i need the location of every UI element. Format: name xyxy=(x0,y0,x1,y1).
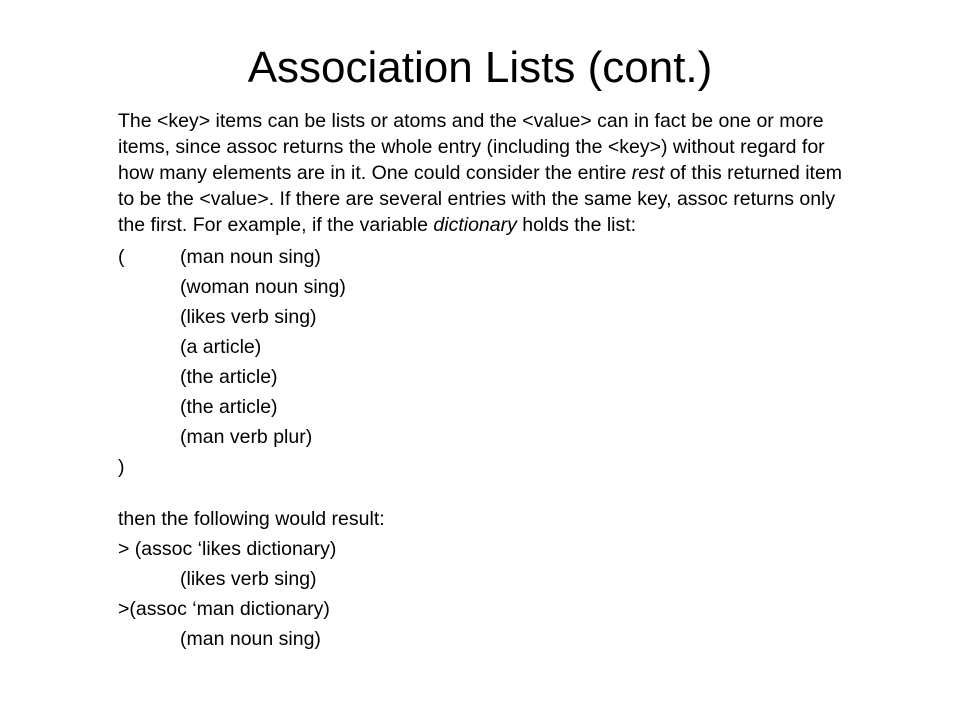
list-item xyxy=(118,392,858,422)
slide-title: Association Lists (cont.) xyxy=(247,43,713,92)
slide-body xyxy=(118,108,858,654)
list-item-text: (the article) xyxy=(180,396,278,418)
list-item-text: (likes verb sing) xyxy=(180,306,317,328)
list-item-text: (man noun sing) xyxy=(180,246,321,268)
example-result: (man noun sing) xyxy=(180,628,321,650)
result-intro: then the following would result: xyxy=(118,508,385,530)
list-item xyxy=(118,242,858,272)
list-open-paren: ( xyxy=(118,246,125,268)
list-item xyxy=(118,332,858,362)
paragraph-text-2: of this returned item to be the <value>. If there are several entries with the same key, assoc returns only the first. For example, if the variable xyxy=(118,162,843,236)
list-item-text: (the article) xyxy=(180,366,278,388)
example-result: (likes verb sing) xyxy=(180,568,317,590)
example-call-line xyxy=(118,534,858,564)
example-call: > (assoc ‘likes dictionary) xyxy=(118,538,337,560)
paragraph-emphasis-rest: rest xyxy=(631,162,665,184)
list-item xyxy=(118,362,858,392)
paragraph-text-1: The <key> items can be lists or atoms and the <value> can in fact be one or more items, since assoc returns the whole entry (including the <key>) without regard for how many elements are in it. One could consider the entire xyxy=(118,110,825,184)
intro-paragraph xyxy=(118,108,858,238)
example-result-line xyxy=(118,624,858,654)
list-item xyxy=(118,302,858,332)
list-item xyxy=(118,272,858,302)
example-call: >(assoc ‘man dictionary) xyxy=(118,598,330,620)
example-call-line xyxy=(118,594,858,624)
list-item-text: (man verb plur) xyxy=(180,426,313,448)
paragraph-emphasis-dictionary: dictionary xyxy=(433,214,517,236)
paragraph-text-3: holds the list: xyxy=(516,214,637,236)
list-close-line xyxy=(118,452,858,482)
list-item xyxy=(118,422,858,452)
result-intro-line xyxy=(118,504,858,534)
list-item-text: (a article) xyxy=(180,336,262,358)
list-item-text: (woman noun sing) xyxy=(180,276,346,298)
example-result-line xyxy=(118,564,858,594)
list-close-paren: ) xyxy=(118,456,125,478)
